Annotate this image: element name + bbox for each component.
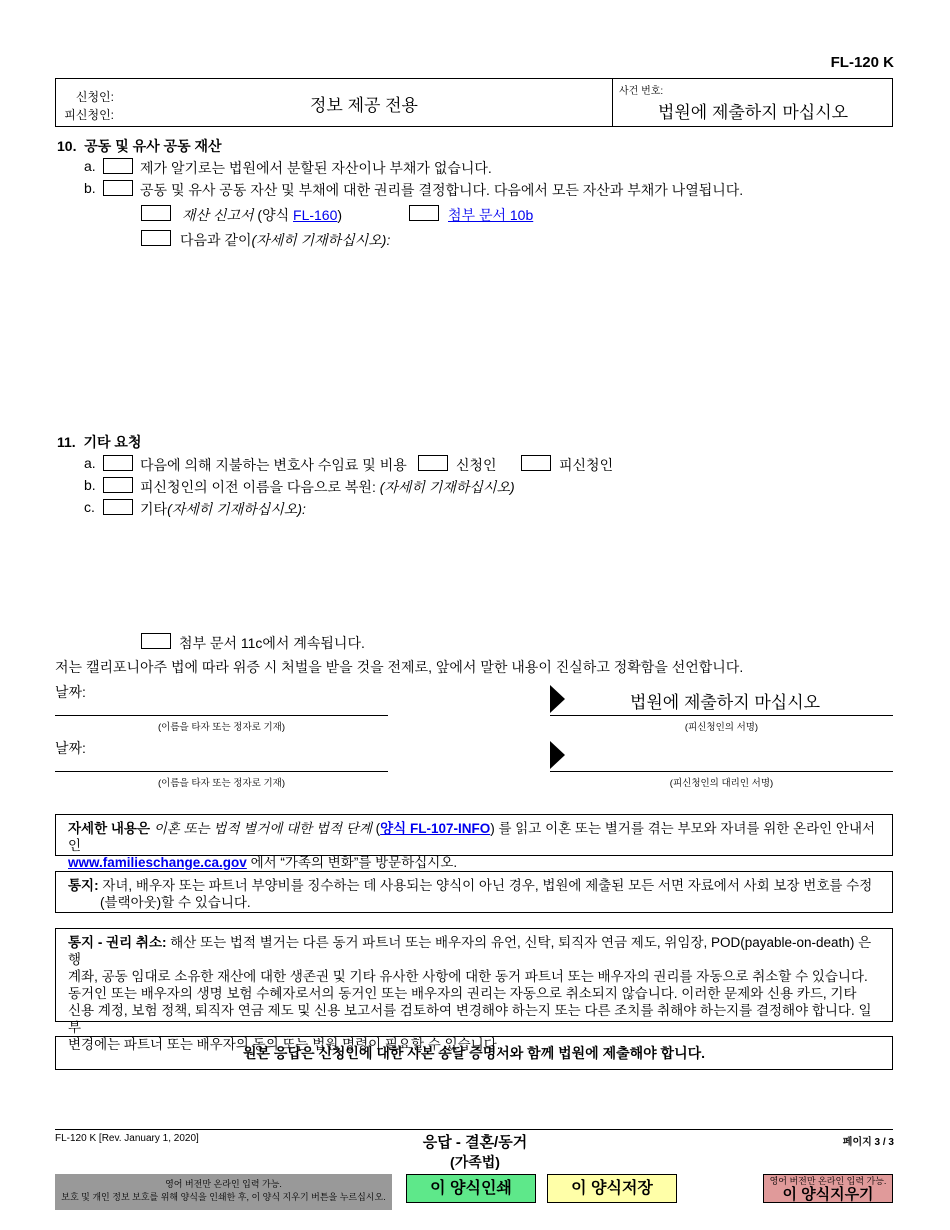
signature-line-1[interactable] (550, 715, 893, 716)
property-declaration-option (182, 205, 342, 225)
checkbox-10b[interactable] (103, 180, 133, 196)
more-info-title: 이혼 또는 법적 별거에 대한 법적 단계 (150, 821, 372, 836)
revocation-line-4: 신용 계정, 보험 정책, 퇴직자 연금 제도 및 신용 보고서를 검토하여 변경해야 하는지 또는 다른 조치를 취해야 하는지를 결정해야 합니다. 일부 (68, 1003, 872, 1035)
revocation-notice (55, 928, 893, 1052)
ssn-notice-lead: 통지: (68, 878, 99, 893)
clear-form-note: 영어 버전만 온라인 입력 가능. (769, 1176, 887, 1186)
checkbox-fees-respondent[interactable] (521, 455, 551, 471)
item-10a-text: 제가 알기로는 법원에서 분할된 자산이나 부채가 없습니다. (140, 160, 492, 176)
checkbox-property-declaration[interactable] (141, 205, 171, 221)
online-entry-info (55, 1174, 392, 1210)
info-only-banner: 정보 제공 전용 (310, 96, 418, 115)
save-form-button[interactable]: 이 양식저장 (547, 1174, 677, 1203)
signature-arrow-1-icon (550, 685, 565, 713)
clear-form-label: 이 양식지우기 (782, 1186, 874, 1203)
item-11a-letter: a. (84, 455, 96, 471)
declaration-statement: 저는 캘리포니아주 법에 따라 위증 시 처벌을 받을 것을 전제로, 앞에서 말한 내용이 진실하고 정확함을 선언합니다. (55, 659, 744, 675)
signature-line-2[interactable] (550, 771, 893, 772)
continued-11c-text: 첨부 문서 11c에서 계속됩니다. (179, 635, 365, 651)
ssn-notice (55, 871, 893, 913)
signature-do-not-file: 법원에 제출하지 마십시오 (629, 693, 821, 712)
section-10-title: 공동 및 유사 공동 재산 (84, 138, 222, 154)
revocation-line-2: 계좌, 공동 임대로 소유한 재산에 대한 생존권 및 기타 유사한 사항에 대한 동거 파트너 또는 배우자의 권리를 자동으로 취소할 수 있습니다. (68, 969, 868, 984)
checkbox-fees-petitioner[interactable] (418, 455, 448, 471)
section-10-number: 10. (57, 138, 77, 154)
section-10-details-area[interactable] (180, 252, 880, 422)
date-label-1: 날짜: (55, 684, 86, 700)
filing-note: 원본 응답은 신청인에 대한 사본 송달 증명서와 함께 법원에 제출해야 합니다. (55, 1036, 893, 1070)
caption-box (55, 78, 893, 127)
name-line-1[interactable] (55, 715, 388, 716)
signature-caption-1: (피신청인의 서명) (684, 722, 759, 733)
item-10b-text: 공동 및 유사 공동 자산 및 부채에 대한 권리를 결정합니다. 다음에서 모든 자산과 부채가 나열됩니다. (140, 182, 744, 198)
print-form-button[interactable]: 이 양식인쇄 (406, 1174, 536, 1203)
paren-close: ) (490, 821, 495, 836)
families-change-link[interactable]: www.familieschange.ca.gov (68, 855, 247, 870)
online-entry-info-line-1: 영어 버전만 온라인 입력 가능. (165, 1179, 282, 1189)
checkbox-11a[interactable] (103, 455, 133, 471)
item-11b-letter: b. (84, 477, 96, 493)
item-11c-letter: c. (84, 499, 95, 515)
item-11c-text: 기타 (140, 501, 168, 517)
revocation-notice-lead: 통지 - 권리 취소: (68, 935, 167, 950)
section-11-number: 11. (57, 434, 76, 450)
petitioner-label: 신청인: (75, 90, 114, 104)
date-label-2: 날짜: (55, 740, 86, 756)
as-follows-text: 다음과 같이 (180, 232, 252, 248)
property-declaration-title: 재산 신고서 (182, 207, 254, 223)
form-pre: (양식 (253, 207, 294, 223)
item-11a-text: 다음에 의해 지불하는 변호사 수임료 및 비용 (140, 457, 407, 473)
more-info-notice (55, 814, 893, 870)
item-11b-instruction: (자세히 기재하십시오) (379, 479, 515, 495)
footer-rule (55, 1129, 893, 1130)
item-10a-letter: a. (84, 158, 96, 174)
form-id: FL-120 K (830, 54, 894, 71)
page-number: 페이지 3 / 3 (842, 1137, 894, 1148)
revocation-line-5: 변경에는 파트너 또는 배우자의 동의 또는 법원 명령이 필요할 수 있습니다. (68, 1037, 501, 1052)
item-11b-text: 피신청인의 이전 이름을 다음으로 복원: (140, 479, 380, 495)
form-post: ) (337, 207, 343, 223)
checkbox-as-follows-10[interactable] (141, 230, 171, 246)
fl-160-link[interactable]: FL-160 (293, 207, 338, 223)
online-entry-info-line-2: 보호 및 개인 정보 보호를 위해 양식을 인쇄한 후, 이 양식 지우기 버튼을 누르십시오. (61, 1192, 386, 1202)
ssn-notice-text: 자녀, 배우자 또는 파트너 부양비를 징수하는 데 사용되는 양식이 아닌 경우, 법원에 제출된 모든 서면 자료에서 사회 보장 번호를 수정 (98, 878, 873, 893)
name-line-2[interactable] (55, 771, 388, 772)
fl-107-info-link[interactable]: 양식 FL-107-INFO (380, 821, 491, 836)
footer-subtitle: (가족법) (450, 1154, 500, 1170)
form-revision: FL-120 K [Rev. January 1, 2020] (55, 1133, 199, 1144)
ssn-notice-text-2: (블랙아웃)할 수 있습니다. (100, 895, 251, 910)
signature-arrow-2-icon (550, 741, 565, 769)
more-info-text: 를 읽고 이혼 또는 별거를 겪는 부모와 자녀를 위한 온라인 안내서인 (68, 821, 876, 853)
more-info-text-2: 에서 “가족의 변화”를 방문하십시오. (246, 855, 458, 870)
signature-caption-2: (피신청인의 대리인 서명) (669, 778, 774, 789)
respondent-label: 피신청인: (64, 108, 114, 122)
revocation-line-3: 동거인 또는 배우자의 생명 보험 수혜자로서의 동거인 또는 배우자의 권리는 자동으로 취소되지 않습니다. 이러한 문제와 신용 카드, 기타 (68, 986, 857, 1001)
as-follows-instruction: (자세히 기재하십시오): (251, 232, 391, 248)
revocation-line-1: 해산 또는 법적 별거는 다른 동거 파트너 또는 배우자의 유언, 신탁, 퇴직자 연금 제도, 위임장, POD(payable-on-death) 은행 (68, 935, 872, 967)
checkbox-attachment-10b[interactable] (409, 205, 439, 221)
checkbox-11b[interactable] (103, 477, 133, 493)
paren-open: ( (371, 821, 381, 836)
item-11c-instruction: (자세히 기재하십시오): (167, 501, 306, 517)
name-caption-1: (이름을 타자 또는 정자로 기재) (157, 722, 285, 733)
case-number-label: 사건 번호: (619, 86, 664, 97)
footer-title: 응답 - 결혼/동거 (422, 1134, 528, 1151)
section-11c-details-area[interactable] (140, 520, 880, 625)
attachment-10b-link[interactable]: 첨부 문서 10b (448, 207, 534, 223)
name-caption-2: (이름을 타자 또는 정자로 기재) (157, 778, 285, 789)
section-11-title: 기타 요청 (83, 434, 142, 450)
clear-form-button[interactable] (763, 1174, 893, 1203)
more-info-lead: 자세한 내용은 (68, 821, 150, 836)
checkbox-continued-11c[interactable] (141, 633, 171, 649)
case-number-field[interactable]: 법원에 제출하지 마십시오 (657, 103, 849, 122)
fees-respondent-label: 피신청인 (559, 457, 614, 473)
fees-petitioner-label: 신청인 (456, 457, 497, 473)
item-10b-letter: b. (84, 180, 96, 196)
checkbox-11c[interactable] (103, 499, 133, 515)
checkbox-10a[interactable] (103, 158, 133, 174)
